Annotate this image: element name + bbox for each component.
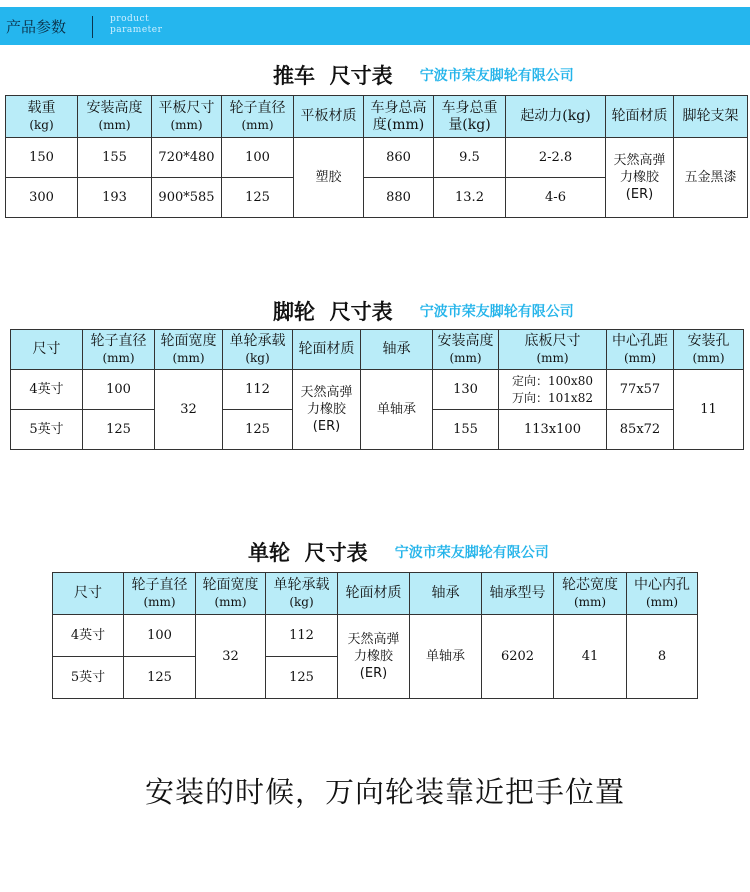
wheel-header-row — [53, 573, 698, 615]
tread-material-line: (ER) — [359, 666, 388, 681]
tread-material-line: 力橡胶 — [353, 649, 393, 664]
wheel-header-cell: 单轮承载 (kg) — [266, 573, 338, 615]
wheel-header-cell: 轮芯宽度 (mm) — [554, 573, 627, 615]
caster-header-cell: 中心孔距 (mm) — [607, 330, 674, 370]
mounting-hole-cell: 11 — [674, 370, 744, 450]
cart-header-cell: 起动力(kg) — [506, 96, 606, 138]
table-cell: 4英寸 — [53, 615, 124, 657]
tread-material-line: 力橡胶 — [619, 170, 659, 185]
header-subtitle-line2: parameter — [110, 25, 163, 35]
caster-header-cell: 轮面材质 — [293, 330, 361, 370]
cart-header-cell: 安装高度 (mm) — [78, 96, 152, 138]
caster-header-cell: 轴承 — [361, 330, 433, 370]
bore-cell: 8 — [627, 615, 698, 699]
table-cell: 5英寸 — [11, 410, 83, 450]
table-cell: 193 — [78, 178, 152, 218]
cart-table-heading — [273, 60, 574, 90]
caster-header-cell: 轮子直径 (mm) — [83, 330, 155, 370]
caster-table-company: 宁波市荣友脚轮有限公司 — [419, 304, 574, 320]
wheel-header-cell: 轮子直径 (mm) — [124, 573, 196, 615]
table-cell: 77x57 — [607, 370, 674, 410]
table-cell: 4英寸 — [11, 370, 83, 410]
cart-header-cell: 轮面材质 — [606, 96, 674, 138]
table-cell: 150 — [6, 138, 78, 178]
cart-header-cell: 轮子直径 (mm) — [222, 96, 294, 138]
table-cell: 125 — [222, 178, 294, 218]
tread-material-line: 天然高弹 — [613, 153, 666, 168]
tread-material-line: (ER) — [625, 187, 654, 202]
table-cell: 125 — [124, 657, 196, 699]
table-cell: 112 — [266, 615, 338, 657]
wheel-header-cell: 中心内孔 (mm) — [627, 573, 698, 615]
wheel-table-title: 单轮 尺寸表 — [248, 541, 368, 565]
header-bar — [0, 7, 750, 45]
table-row — [53, 615, 698, 657]
table-cell: 85x72 — [607, 410, 674, 450]
wheel-table-heading — [248, 537, 549, 567]
table-cell: 5英寸 — [53, 657, 124, 699]
tread-width-cell: 32 — [155, 370, 223, 450]
plate-size-cell — [499, 410, 607, 450]
table-cell: 880 — [364, 178, 434, 218]
plate-size-line: 定向：100x80 — [512, 373, 593, 388]
wheel-header-cell: 轴承型号 — [482, 573, 554, 615]
tread-material-cell — [338, 615, 410, 699]
tread-material-line: (ER) — [312, 419, 341, 434]
wheel-header-cell: 轮面宽度 (mm) — [196, 573, 266, 615]
caster-size-table — [10, 329, 744, 450]
tread-width-cell: 32 — [196, 615, 266, 699]
cart-table-company: 宁波市荣友脚轮有限公司 — [419, 68, 574, 84]
caster-header-cell: 轮面宽度 (mm) — [155, 330, 223, 370]
header-subtitle-line1: product — [110, 14, 150, 24]
caster-table-title: 脚轮 尺寸表 — [273, 300, 393, 324]
wheel-size-table — [52, 572, 698, 699]
table-cell: 720*480 — [152, 138, 222, 178]
tread-material-line: 天然高弹 — [300, 385, 353, 400]
wheel-header-cell: 尺寸 — [53, 573, 124, 615]
table-row — [11, 370, 744, 410]
bearing-model-cell: 6202 — [482, 615, 554, 699]
table-cell: 860 — [364, 138, 434, 178]
tread-material-line: 天然高弹 — [347, 632, 400, 647]
header-title: 产品参数 — [6, 18, 67, 36]
table-cell: 13.2 — [434, 178, 506, 218]
cart-header-row — [6, 96, 748, 138]
table-cell: 100 — [222, 138, 294, 178]
plate-size-line: 113x100 — [524, 422, 581, 437]
caster-header-row — [11, 330, 744, 370]
plate-size-line: 万向：101x82 — [512, 390, 593, 405]
bracket-cell: 五金黑漆 — [674, 138, 748, 218]
caster-header-cell: 单轮承载 (kg) — [223, 330, 293, 370]
caster-table-heading — [273, 296, 574, 326]
table-cell: 125 — [266, 657, 338, 699]
tread-material-line: 力橡胶 — [306, 402, 346, 417]
header-divider — [92, 16, 93, 38]
plate-size-cell — [499, 370, 607, 410]
cart-header-cell: 平板材质 — [294, 96, 364, 138]
table-cell: 9.5 — [434, 138, 506, 178]
tread-material-cell — [606, 138, 674, 218]
bearing-cell: 单轴承 — [410, 615, 482, 699]
cart-header-cell: 平板尺寸 (mm) — [152, 96, 222, 138]
caster-header-cell: 尺寸 — [11, 330, 83, 370]
table-cell: 155 — [433, 410, 499, 450]
installation-note: 安装的时候，万向轮装靠近把手位置 — [144, 775, 625, 809]
table-row — [6, 138, 748, 178]
cart-table-title: 推车 尺寸表 — [273, 64, 393, 88]
table-cell: 125 — [223, 410, 293, 450]
caster-header-cell: 底板尺寸 (mm) — [499, 330, 607, 370]
caster-header-cell: 安装孔 (mm) — [674, 330, 744, 370]
table-cell: 2-2.8 — [506, 138, 606, 178]
cart-header-cell: 车身总高 度(mm) — [364, 96, 434, 138]
wheel-header-cell: 轴承 — [410, 573, 482, 615]
cart-header-cell: 脚轮支架 — [674, 96, 748, 138]
table-cell: 4-6 — [506, 178, 606, 218]
table-cell: 100 — [83, 370, 155, 410]
table-cell: 300 — [6, 178, 78, 218]
plate-material-cell: 塑胶 — [294, 138, 364, 218]
cart-header-cell: 车身总重 量(kg) — [434, 96, 506, 138]
table-cell: 112 — [223, 370, 293, 410]
table-cell: 900*585 — [152, 178, 222, 218]
table-cell: 125 — [83, 410, 155, 450]
wheel-table-company: 宁波市荣友脚轮有限公司 — [394, 545, 549, 561]
table-cell: 130 — [433, 370, 499, 410]
caster-header-cell: 安装高度 (mm) — [433, 330, 499, 370]
cart-header-cell: 载重 (kg) — [6, 96, 78, 138]
table-cell: 155 — [78, 138, 152, 178]
table-cell: 100 — [124, 615, 196, 657]
cart-size-table — [5, 95, 748, 218]
hub-width-cell: 41 — [554, 615, 627, 699]
bearing-cell: 单轴承 — [361, 370, 433, 450]
header-subtitle — [110, 14, 162, 36]
tread-material-cell — [293, 370, 361, 450]
wheel-header-cell: 轮面材质 — [338, 573, 410, 615]
